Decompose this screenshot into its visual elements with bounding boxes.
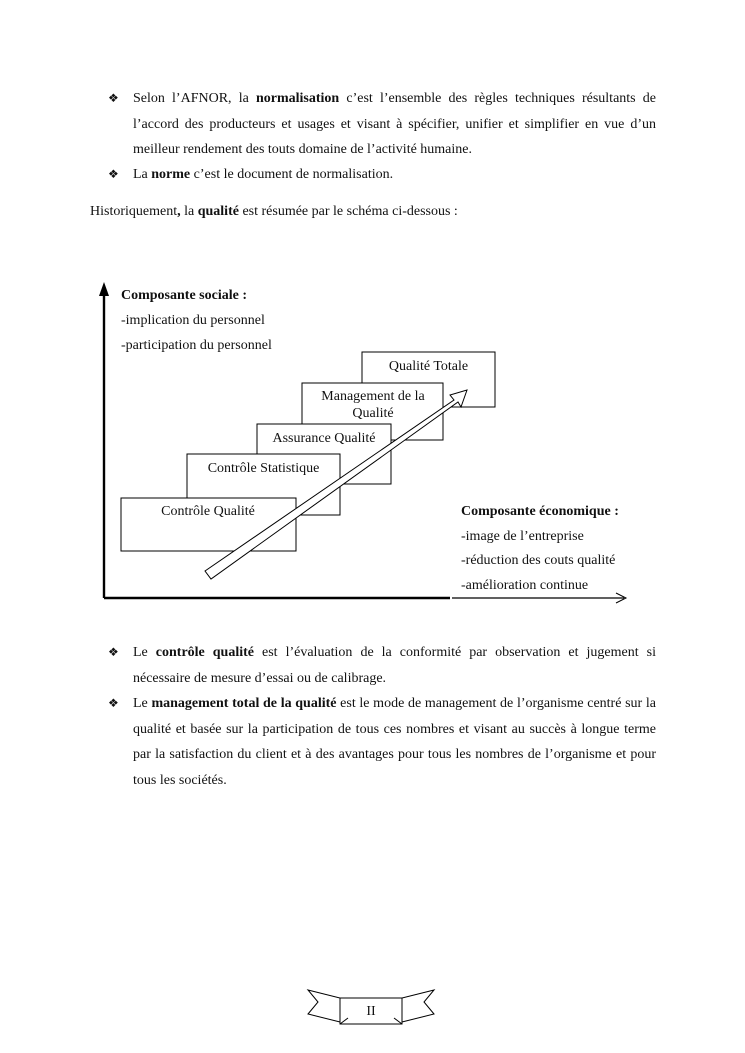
- bold-term: contrôle qualité: [155, 645, 254, 660]
- text-run: La: [133, 167, 152, 182]
- step-label-controle-qualite: Contrôle Qualité: [161, 504, 255, 519]
- step-label-management-qualite: Management de la Qualité: [321, 389, 425, 421]
- text-run: Le: [133, 696, 152, 711]
- page-number: II: [366, 1004, 376, 1019]
- social-title-text: Composante sociale :: [121, 288, 247, 303]
- economic-item: -image de l’entreprise: [461, 529, 584, 544]
- step-label-qualite-totale: Qualité Totale: [388, 359, 469, 374]
- bold-comma: ,: [177, 204, 181, 219]
- ribbon-right-tail: [402, 990, 434, 1022]
- bullet-diamond-icon: ❖: [108, 167, 119, 181]
- bullet-diamond-icon: ❖: [108, 645, 119, 659]
- ribbon-left-tail: [308, 990, 340, 1022]
- step-label-assurance-qualite: Assurance Qualité: [272, 431, 376, 446]
- economic-item: -réduction des couts qualité: [461, 553, 616, 568]
- text-run: est l’évaluation de la conformité par observation et jugement si nécessaire de mesure d’essai ou de calibrage.: [133, 645, 656, 686]
- bullet-diamond-icon: ❖: [108, 91, 119, 105]
- bold-term: management total de la qualité: [151, 696, 337, 711]
- text-run: c’est l’ensemble des règles techniques résultants de l’accord des producteurs et usages et visant à spécifier, unifier et simplifier en vue d’un meilleur rendement des touts domaine de l’activité humaine.: [133, 91, 657, 157]
- bold-term: norme: [151, 167, 191, 182]
- text-run: est le mode de management de l’organisme centré sur la qualité et basée sur la participation de tous ces nombres et visant au succès à longue terme par la satisfaction du client et à des avantages pour tous les nombres de l’organisme et pour tous les sociétés.: [133, 696, 657, 788]
- text-run: Le: [133, 645, 156, 660]
- step-label-controle-statistique: Contrôle Statistique: [207, 461, 320, 476]
- text-run: Selon l’AFNOR, la: [133, 91, 256, 106]
- economic-title-text: Composante économique :: [461, 504, 619, 519]
- social-item: -implication du personnel: [121, 313, 265, 328]
- bold-term: normalisation: [255, 91, 340, 106]
- text-run: est résumée par le schéma ci-dessous :: [238, 204, 458, 219]
- bold-term: qualité: [197, 204, 239, 219]
- text-run: la: [180, 204, 198, 219]
- bullet-diamond-icon: ❖: [108, 696, 119, 710]
- social-item: -participation du personnel: [121, 338, 272, 353]
- text-run: c’est le document de normalisation.: [190, 167, 394, 182]
- economic-item: -amélioration continue: [461, 578, 589, 593]
- text-run: Historiquement: [90, 204, 178, 219]
